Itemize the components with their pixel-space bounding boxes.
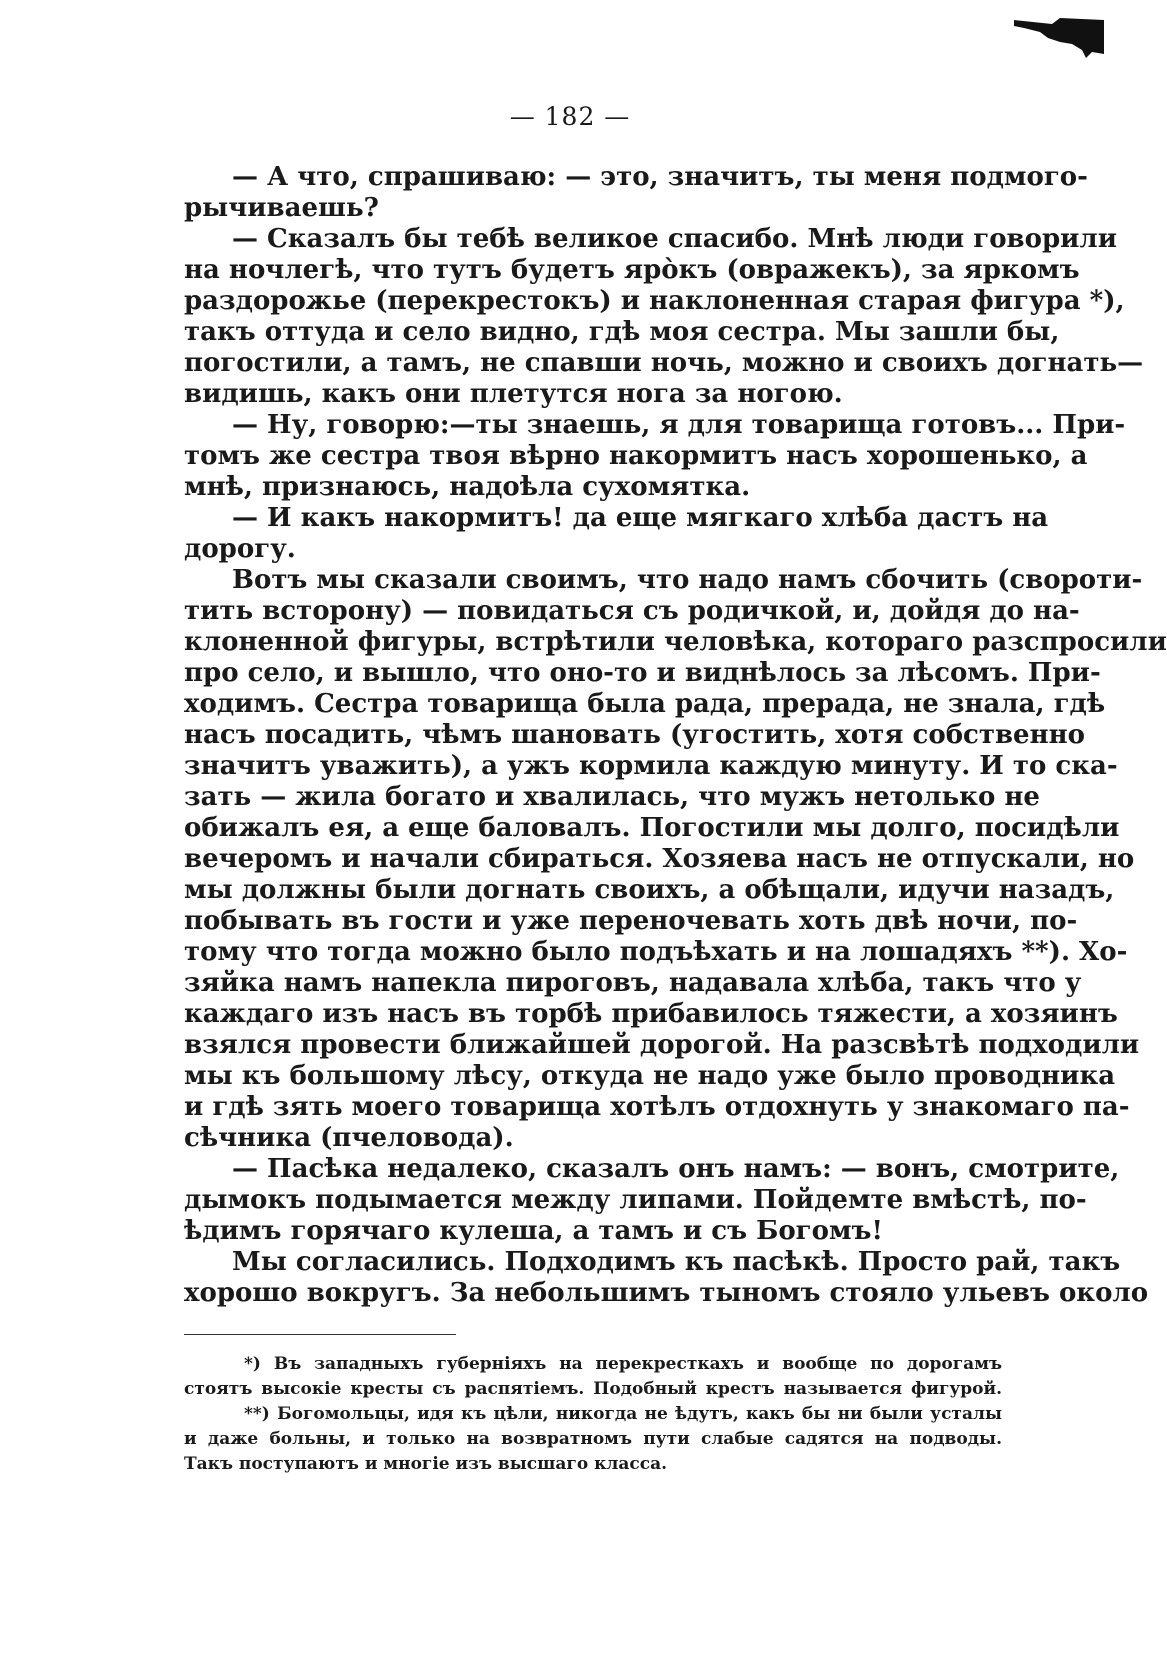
- text-line: зать — жила богато и хвалилась, что мужъ нетолько не: [184, 782, 1040, 812]
- text-line: дорогу.: [184, 534, 296, 564]
- text-line: вечеромъ и начали сбираться. Хозяева насъ не отпускали, но: [184, 844, 1135, 874]
- footnote-line: стоятъ высокіе кресты съ распятіемъ. Подобный крестъ называется фигурой.: [184, 1379, 1002, 1399]
- text-line: хорошо вокругъ. За небольшимъ тыномъ стояло ульевъ около: [184, 1278, 1149, 1308]
- text-line: клоненной фигуры, встрѣтили человѣка, котораго разспросили: [184, 627, 1167, 657]
- text-line: тить всторону) — повидаться съ родичкой, и, дойдя до на-: [184, 596, 1080, 626]
- text-line: каждаго изъ насъ въ торбѣ прибавилось тяжести, а хозяинъ: [184, 999, 1118, 1029]
- page-number: — 182 —: [509, 102, 631, 131]
- text-line: томъ же сестра твоя вѣрно накормитъ насъ хорошенько, а: [184, 441, 1088, 471]
- text-line: дымокъ подымается между липами. Пойдемте вмѣстѣ, по-: [184, 1185, 1087, 1215]
- text-line: побывать въ гости и уже переночевать хоть двѣ ночи, по-: [184, 906, 1078, 936]
- text-line: мы должны были догнать своихъ, а обѣщали, идучи назадъ,: [184, 875, 1115, 905]
- text-line: — Ну, говорю:—ты знаешь, я для товарища готовъ... При-: [232, 410, 1126, 440]
- text-line: мы къ большому лѣсу, откуда не надо уже было проводника: [184, 1061, 1116, 1091]
- text-line: сѣчника (пчеловода).: [184, 1123, 514, 1153]
- text-line: погостили, а тамъ, не спавши ночь, можно и своихъ догнать—: [184, 348, 1144, 378]
- text-line: — И какъ накормитъ! да еще мягкаго хлѣба дастъ на: [232, 503, 1049, 533]
- text-line: — А что, спрашиваю: — это, значитъ, ты меня подмого-: [232, 162, 1088, 192]
- text-line: раздорожье (перекрестокъ) и наклоненная старая фигура *),: [184, 286, 1125, 316]
- text-line: на ночлегѣ, что тутъ будетъ ярòкъ (овражекъ), за яркомъ: [184, 255, 1080, 285]
- text-line: зяйка намъ напекла пироговъ, надавала хлѣба, такъ что у: [184, 968, 1082, 998]
- footnote-line: и даже больны, и только на возвратномъ пути слабые садятся на подводы.: [184, 1429, 1002, 1449]
- text-line: про село, и вышло, что оно-то и виднѣлось за лѣсомъ. При-: [184, 658, 1101, 688]
- text-line: — Пасѣка недалеко, сказалъ онъ намъ: — вонъ, смотрите,: [232, 1154, 1120, 1184]
- footnote-line: Такъ поступаютъ и многіе изъ высшаго класса.: [184, 1454, 668, 1474]
- footnotes: [184, 1352, 1002, 1477]
- text-line: Вотъ мы сказали своимъ, что надо намъ сбочить (свороти-: [232, 565, 1143, 595]
- footnote-divider: [184, 1334, 456, 1335]
- body-text: [184, 162, 1167, 1309]
- text-line: значитъ уважить), а ужъ кормила каждую минуту. И то ска-: [184, 751, 1118, 781]
- footnote-line: **) Богомольцы, идя къ цѣли, никогда не ѣдутъ, какъ бы ни были усталы: [244, 1404, 1002, 1424]
- text-line: рычиваешь?: [184, 193, 379, 223]
- text-line: — Сказалъ бы тебѣ великое спасибо. Мнѣ люди говорили: [232, 224, 1118, 254]
- text-line: мнѣ, признаюсь, надоѣла сухомятка.: [184, 472, 751, 502]
- scan-corner-mark: [1012, 14, 1106, 60]
- text-line: тому что тогда можно было подъѣхать и на лошадяхъ **). Хо-: [184, 937, 1128, 967]
- text-line: Мы согласились. Подходимъ къ пасѣкѣ. Просто рай, такъ: [232, 1247, 1121, 1277]
- text-line: видишь, какъ они плетутся нога за ногою.: [184, 379, 843, 409]
- text-line: ходимъ. Сестра товарища была рада, прерада, не знала, гдѣ: [184, 689, 1106, 719]
- text-line: ѣдимъ горячаго кулеша, а тамъ и съ Богомъ!: [184, 1216, 883, 1246]
- text-line: и гдѣ зять моего товарища хотѣлъ отдохнуть у знакомаго па-: [184, 1092, 1130, 1122]
- text-line: обижалъ ея, а еще баловалъ. Погостили мы долго, посидѣли: [184, 813, 1120, 843]
- footnote-line: *) Въ западныхъ губерніяхъ на перекресткахъ и вообще по дорогамъ: [244, 1354, 1002, 1374]
- text-line: насъ посадить, чѣмъ шановать (угостить, хотя собственно: [184, 720, 1085, 750]
- text-line: такъ оттуда и село видно, гдѣ моя сестра. Мы зашли бы,: [184, 317, 1060, 347]
- text-line: взялся провести ближайшей дорогой. На разсвѣтѣ подходили: [184, 1030, 1140, 1060]
